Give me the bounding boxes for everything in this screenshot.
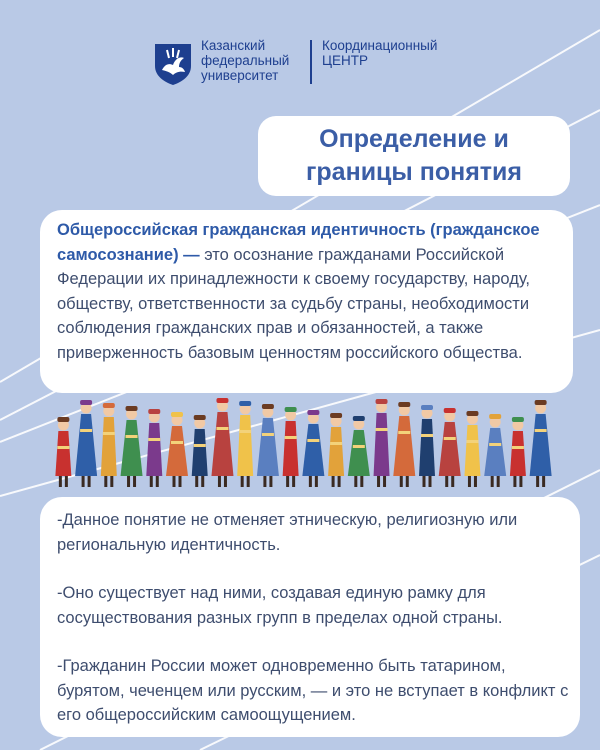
title-card (258, 116, 570, 196)
university-name-line2: федеральный (201, 53, 290, 68)
definition-term: Общероссийская гражданская идентичность (гражданское самосознание) — (57, 221, 540, 264)
costume-figure (257, 404, 279, 487)
costume-figure (530, 400, 552, 487)
note-item: -Оно существует над ними, создавая единую рамку для сосуществования разных групп в пределах одной страны. (57, 584, 503, 627)
note-item: -Гражданин России может одновременно быть татарином, бурятом, чеченцем или русским, — и это не вступает в конфликт с его общероссийским самоощущением. (57, 657, 569, 724)
folk-costumes-illustration (52, 396, 552, 492)
page-title-line1: Определение и (319, 125, 509, 153)
costume-figure (393, 402, 415, 487)
page-title-line2: границы понятия (306, 158, 522, 186)
costume-figure (419, 405, 435, 487)
costume-figure (484, 414, 506, 487)
costume-figure (328, 413, 344, 487)
university-name-line1: Казанский (201, 38, 266, 53)
costume-figure (374, 399, 390, 487)
costume-figure (283, 407, 299, 487)
header-divider (310, 40, 312, 84)
note-item: -Данное понятие не отменяет этническую, религиозную или региональную идентичность. (57, 511, 518, 554)
costume-figure (510, 417, 526, 487)
definition-text: это осознание гражданами Российской Федерации их принадлежности к своему государству, народу, обществу, ответственности за судьбу страны, необходимости соблюдения гражданских прав и обязанностей, а также приверженность базовым ценностям российского общества. (57, 245, 531, 362)
center-name (322, 38, 437, 68)
costume-figure (348, 416, 370, 487)
costume-figure (464, 411, 480, 487)
costume-figure (75, 400, 97, 487)
costume-figure (439, 408, 461, 487)
costume-figure (192, 415, 208, 487)
costume-figure (166, 412, 188, 487)
costume-figure (121, 406, 143, 487)
header (0, 36, 600, 92)
costume-figure (55, 417, 71, 487)
costume-figure (211, 398, 233, 487)
costume-figure (302, 410, 324, 487)
kfu-logo-icon (153, 42, 193, 86)
costume-figure (146, 409, 162, 487)
university-name (201, 38, 289, 83)
costume-figure (101, 403, 117, 487)
definition-card (40, 210, 573, 393)
center-name-line1: Координационный (322, 38, 438, 53)
notes-card (40, 497, 580, 737)
center-name-line2: ЦЕНТР (322, 53, 368, 68)
page-title (306, 123, 522, 189)
university-name-line3: университет (201, 68, 279, 83)
costume-figure (237, 401, 253, 487)
